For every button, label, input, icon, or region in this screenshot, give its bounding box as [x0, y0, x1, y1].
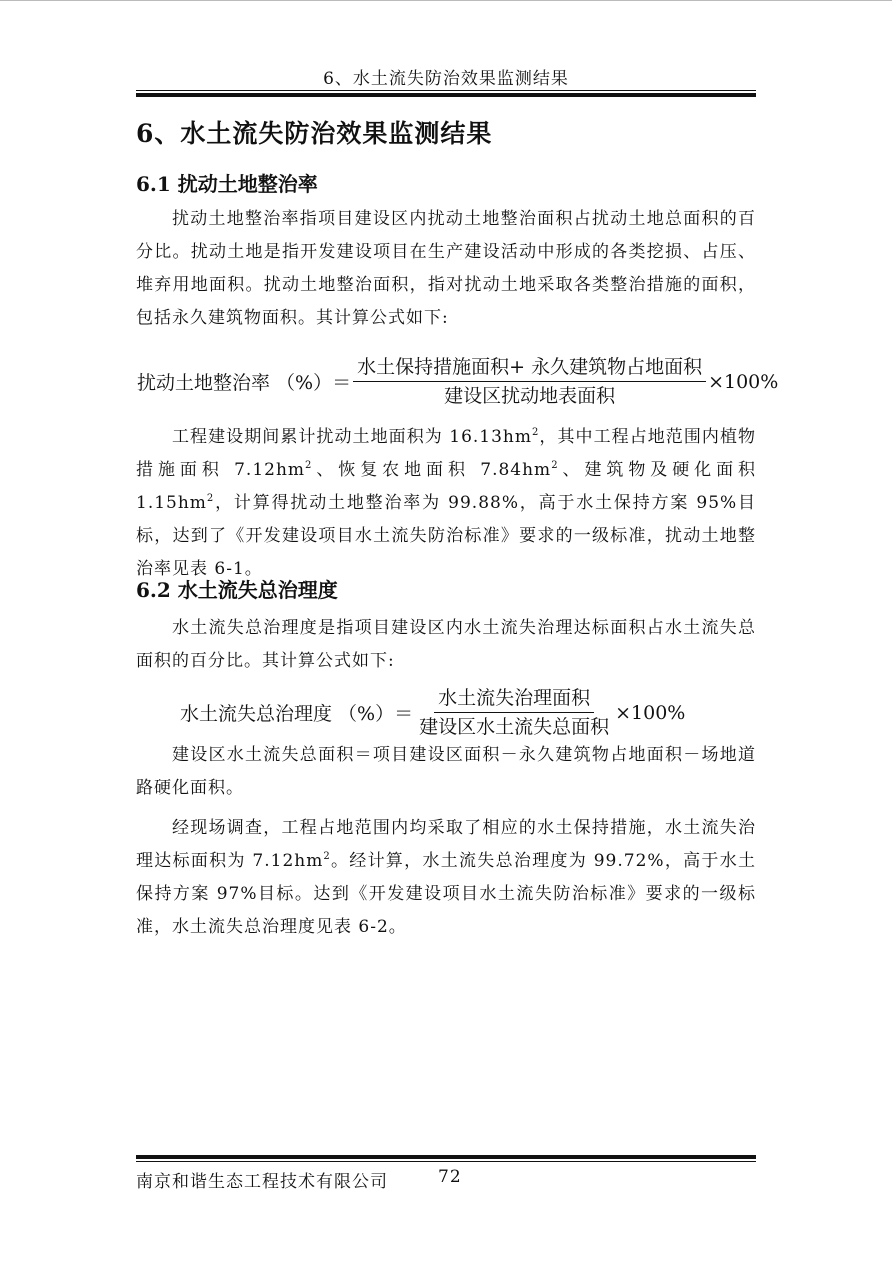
- text-run: ，计算得扰动土地整治率为 99.88%，高于水土保持方案 95%目标，达到了《开发建设项目水土流失防治标准》要求的一级标准，扰动土地整治率见表 6-1。: [136, 493, 756, 579]
- superscript: 2: [532, 427, 540, 438]
- text-run: 工程建设期间累计扰动土地面积为 16.13hm: [172, 427, 532, 447]
- paragraph-6-1-result: [136, 421, 756, 586]
- superscript: 2: [206, 493, 215, 504]
- paragraph-6-2-result: [136, 812, 756, 944]
- paragraph-6-2-definition: 水土流失总治理度是指项目建设区内水土流失治理达标面积占水土流失总面积的百分比。其计算公式如下:: [136, 618, 756, 671]
- subsection-title-6-1: 6.1 扰动土地整治率: [136, 172, 318, 196]
- formula-disturbed-land-rate: [137, 355, 778, 408]
- section-title: 6、水土流失防治效果监测结果: [136, 119, 493, 148]
- footer-rule-thick: [136, 1155, 756, 1159]
- formula-label: 扰动土地整治率 （%）＝: [137, 372, 352, 394]
- page-number: 72: [438, 1167, 462, 1187]
- formula-fraction: [415, 686, 613, 739]
- formula-factor: ×100%: [615, 701, 686, 724]
- formula-denominator: 建设区水土流失总面积: [419, 716, 610, 738]
- text-run: 经现场调查，工程占地范围内均采取了相应的水土保持措施，水土流失治理达标面积为 7.12hm: [136, 818, 756, 871]
- header-rule-thick: [136, 93, 756, 97]
- paragraph-6-2-total-area: 建设区水土流失总面积＝项目建设区面积－永久建筑物占地面积－场地道路硬化面积。: [136, 745, 756, 798]
- formula-factor: ×100%: [708, 370, 779, 393]
- footer-rule-thin: [136, 1161, 756, 1162]
- superscript: 2: [551, 460, 559, 471]
- formula-fraction: [353, 355, 706, 408]
- superscript: 2: [305, 460, 313, 471]
- formula-total-control-degree: [180, 686, 685, 739]
- text-run: 、建筑物及硬化面积 1.15hm: [136, 460, 757, 513]
- paragraph-6-1-definition: 扰动土地整治率指项目建设区内扰动土地整治面积占扰动土地总面积的百分比。扰动土地是指开发建设项目在生产建设活动中形成的各类挖损、占压、堆弃用地面积。扰动土地整治面积，指对扰动土地采取各类整治措施的面积，包括永久建筑物面积。其计算公式如下:: [136, 209, 756, 328]
- formula-label: 水土流失总治理度 （%）＝: [180, 703, 414, 725]
- scan-edge-line: [0, 0, 892, 1]
- formula-denominator: 建设区扰动地表面积: [444, 385, 616, 407]
- header-rule-thin: [136, 90, 756, 91]
- text-run: ，其中工程占地范围内植物措施面积 7.12hm: [136, 427, 757, 480]
- text-run: 。经计算，水土流失总治理度为 99.72%，高于水土保持方案 97%目标。达到《开发建设项目水土流失防治标准》要求的一级标准，水土流失总治理度见表 6-2。: [136, 851, 756, 937]
- superscript: 2: [323, 851, 331, 862]
- formula-numerator: 水土流失治理面积: [434, 686, 594, 713]
- running-header: 6、水土流失防治效果监测结果: [323, 69, 569, 89]
- formula-numerator: 水土保持措施面积+ 永久建筑物占地面积: [353, 355, 706, 382]
- footer-company: 南京和谐生态工程技术有限公司: [136, 1172, 388, 1192]
- subsection-title-6-2: 6.2 水土流失总治理度: [136, 578, 338, 602]
- text-run: 、恢复农地面积 7.84hm: [312, 460, 552, 480]
